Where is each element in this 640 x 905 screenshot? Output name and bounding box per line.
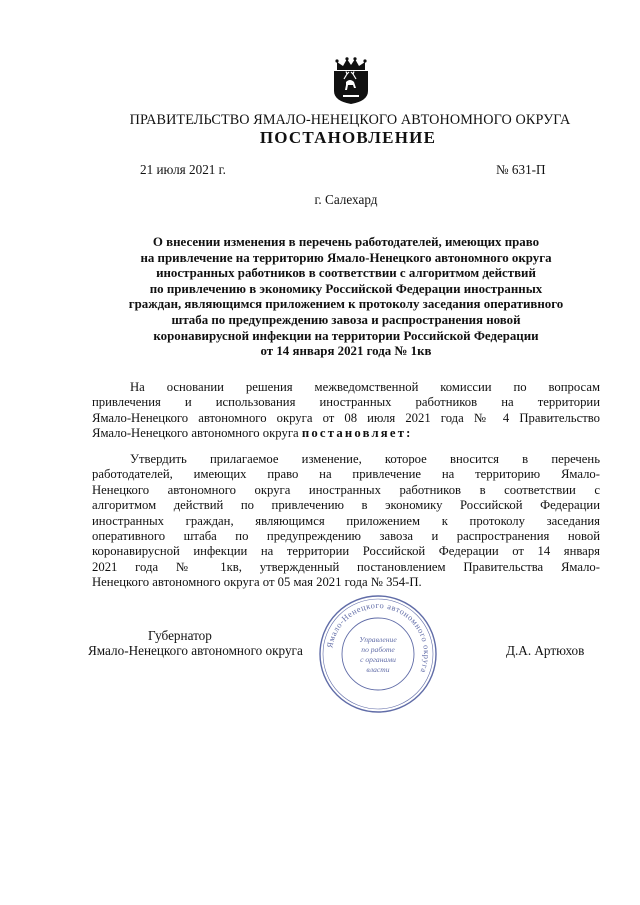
title-line: штаба по предупреждению завоза и распространения новой [171,312,521,327]
paragraph-line: алгоритмом действий по привлечению в экономику Российской Федерации [92,498,600,513]
document-title [90,235,602,360]
official-seal-stamp [316,592,440,716]
paragraph-line: оперативного штаба по предупреждению завоза и распространения новой [92,529,600,544]
paragraph-line: Утвердить прилагаемое изменение, которое вносится в перечень [130,452,600,466]
government-name: ПРАВИТЕЛЬСТВО ЯМАЛО-НЕНЕЦКОГО АВТОНОМНОГО ОКРУГА [129,112,571,128]
document-number: № 631-П [496,162,546,177]
paragraph-line [92,426,600,441]
paragraph-line: коронавирусной инфекции на территории Российской Федерации от 14 января [92,544,600,559]
paragraph-line: иностранных граждан, являющимся приложением к протоколу заседания [92,513,600,528]
title-line: от 14 января 2021 года № 1кв [260,344,432,359]
seal-center-line: по работе [361,645,395,654]
decree-word: постановляет: [301,426,413,441]
document-city: г. Салехард [314,192,378,207]
title-line: иностранных работников в соответствии с алгоритмом действий [156,266,536,281]
yamal-coat-of-arms-icon [329,57,373,105]
seal-center-line: Управление [359,635,397,644]
preamble-paragraph [92,380,600,442]
title-line: по привлечению в экономику Российской Федерации иностранных [149,281,543,296]
body-paragraph [92,452,600,591]
seal-center-line: власти [366,665,390,674]
paragraph-line: 2021 года № 1кв, утвержденный постановлением Правительства Ямало- [92,559,600,574]
paragraph-line: Ненецкого автономного округа от 05 мая 2021 года № 354-П. [92,575,422,590]
document-date: 21 июля 2021 г. [140,162,226,177]
signatory-name: Д.А. Артюхов [506,643,585,658]
paragraph-line: работодателей, имеющих право на привлечение на территорию Ямало- [92,467,600,482]
paragraph-line: Ямало-Ненецкого автономного округа от 08 июля 2021 года № 4 Правительство [92,410,600,425]
preamble-tail: Ямало-Ненецкого автономного округа [92,426,299,441]
paragraph-line: Ненецкого автономного округа иностранных работников в соответствии с [92,482,600,497]
signatory-organization: Ямало-Ненецкого автономного округа [88,643,303,658]
paragraph-line: привлечения и использования иностранных работников на территории [92,395,600,410]
signatory-post: Губернатор [148,628,212,643]
title-line: коронавирусной инфекции на территории Российской Федерации [153,328,539,343]
paragraph-line: На основании решения межведомственной комиссии по вопросам [130,380,600,394]
seal-ring-text: Ямало-Ненецкого автономного округа [325,600,432,675]
seal-center-line: с органами [360,655,396,664]
document-type: ПОСТАНОВЛЕНИЕ [259,128,437,147]
title-line: О внесении изменения в перечень работодателей, имеющих право [152,235,540,249]
title-line: граждан, являющимся приложением к протоколу заседания оперативного [128,297,564,312]
title-line: на привлечение на территорию Ямало-Ненецкого автономного округа [140,250,552,265]
